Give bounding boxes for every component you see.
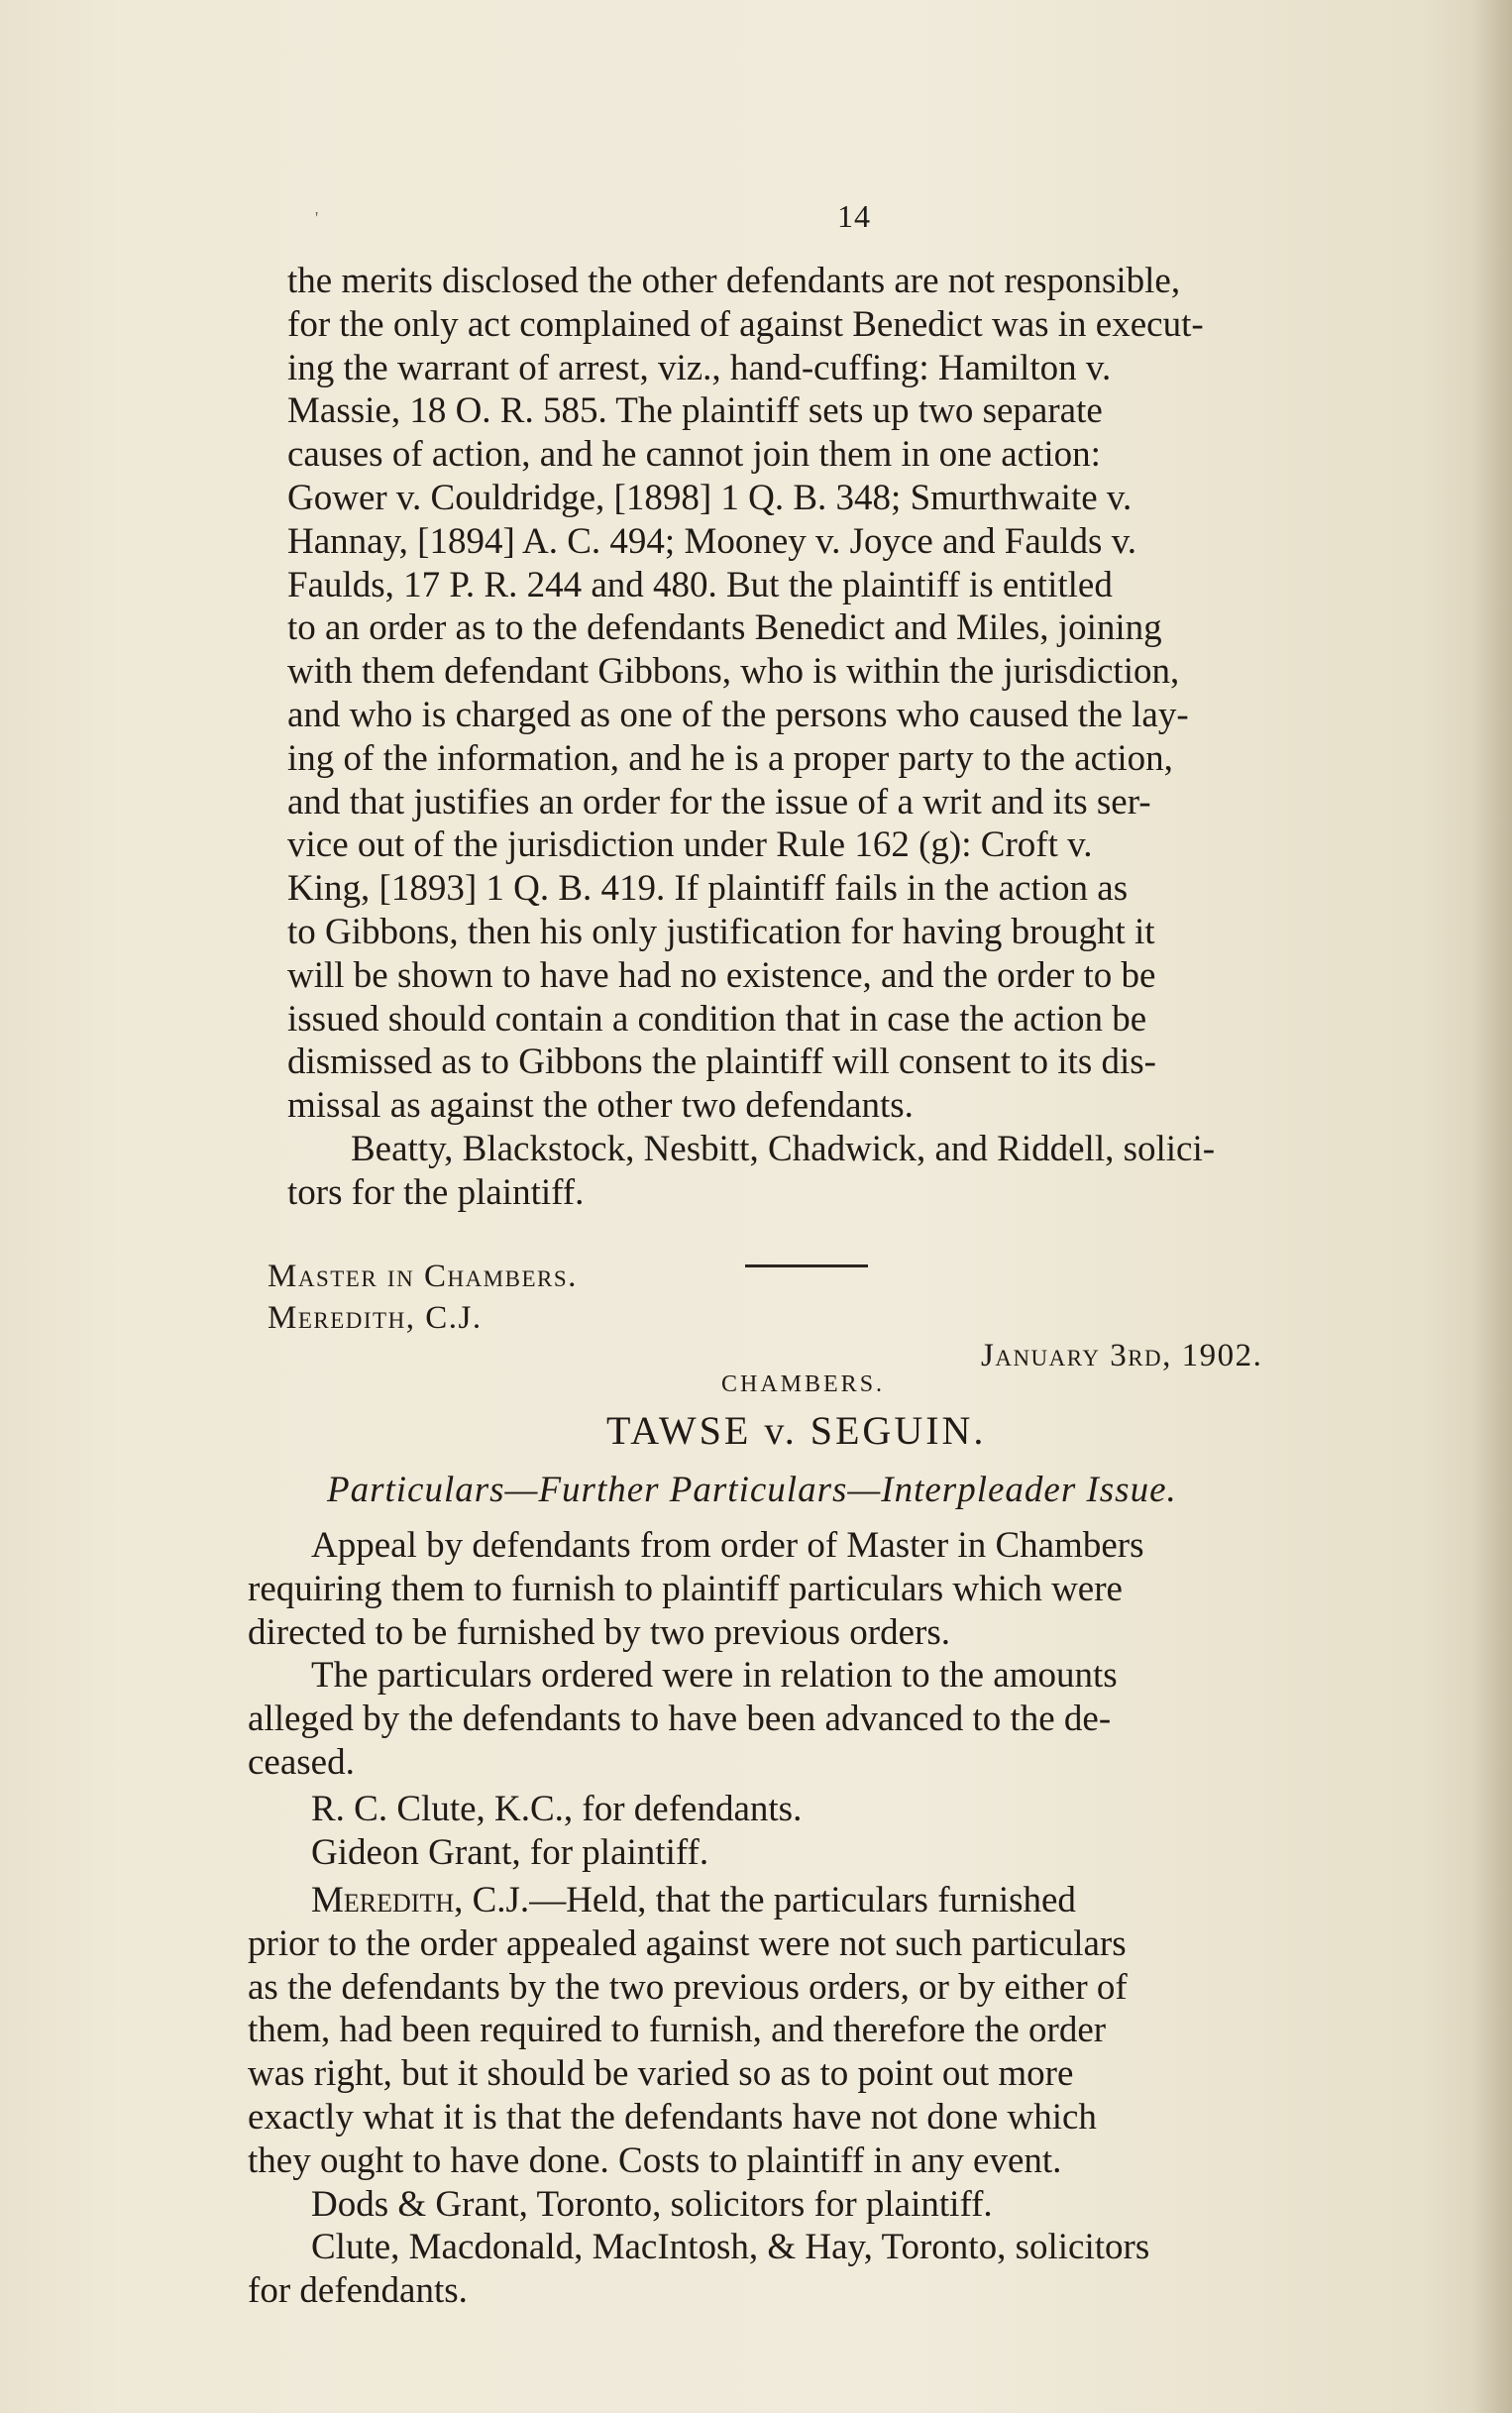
decision-date: January 3rd, 1902. [981, 1338, 1263, 1373]
text-line: requiring them to furnish to plaintiff particulars which were [248, 1568, 1123, 1609]
judgment [248, 1879, 1357, 2313]
text-line: the merits disclosed the other defendants are not responsible, [287, 261, 1181, 301]
judge-line: Meredith, C.J. [268, 1300, 483, 1336]
text-line: to an order as to the defendants Benedict and Miles, joining [287, 607, 1162, 649]
solicitors-line: for defendants. [248, 2270, 468, 2312]
text-line: Hannay, [1894] A. C. 494; Mooney v. Joyce and Faulds v. [287, 520, 1137, 562]
text-line: dismissed as to Gibbons the plaintiff will consent to its dis- [287, 1042, 1156, 1083]
text-line: will be shown to have had no existence, and the order to be [287, 954, 1156, 996]
text-line: and who is charged as one of the persons who caused the lay- [287, 694, 1189, 735]
text-line: as the defendants by the two previous orders, or by either of [248, 1966, 1128, 2008]
text-line: to Gibbons, then his only justification for having brought it [287, 911, 1155, 952]
text-line: vice out of the jurisdiction under Rule 162 (g): Croft v. [287, 824, 1093, 866]
case-statement [248, 1524, 1357, 1785]
headnote: Particulars—Further Particulars—Interpleader Issue. [327, 1470, 1177, 1510]
section-divider [745, 1264, 868, 1267]
solicitors-line: tors for the plaintiff. [287, 1171, 585, 1213]
counsel-list [248, 1788, 1357, 1875]
text-line: directed to be furnished by two previous orders. [248, 1611, 950, 1653]
text-line: and that justifies an order for the issue of a writ and its ser- [287, 781, 1151, 823]
case-title: TAWSE v. SEGUIN. [606, 1408, 987, 1453]
stray-mark: ' [315, 208, 319, 228]
text-line: for the only act complained of against Benedict was in execut- [287, 303, 1204, 345]
text-line: Faulds, 17 P. R. 244 and 480. But the plaintiff is entitled [287, 564, 1113, 605]
text-line: issued should contain a condition that in case the action be [287, 998, 1147, 1040]
text-line: them, had been required to furnish, and therefore the order [248, 2010, 1107, 2051]
solicitors-line: Dods & Grant, Toronto, solicitors for plaintiff. [311, 2183, 993, 2225]
text-line: prior to the order appealed against were not such particulars [248, 1922, 1127, 1964]
court-line: Master in Chambers. [268, 1259, 578, 1294]
opinion-continuation [287, 260, 1397, 1215]
text-line: ing the warrant of arrest, viz., hand-cuffing: Hamilton v. [287, 347, 1112, 388]
page-number: 14 [837, 198, 871, 234]
text-line: exactly what it is that the defendants have not done which [248, 2096, 1097, 2138]
judge-name: Meredith, C.J. [311, 1880, 530, 1920]
judgment-first-line [248, 1879, 1357, 1922]
text-line: ceased. [248, 1741, 355, 1783]
page-edge-shadow [1472, 0, 1512, 2413]
solicitors-line: Clute, Macdonald, MacIntosh, & Hay, Toronto, solicitors [311, 2227, 1150, 2268]
counsel-line: R. C. Clute, K.C., for defendants. [311, 1789, 803, 1829]
text-line: Massie, 18 O. R. 585. The plaintiff sets up two separate [287, 390, 1103, 432]
solicitors-line: Beatty, Blackstock, Nesbitt, Chadwick, and Riddell, solici- [351, 1128, 1216, 1169]
text-line: Appeal by defendants from order of Master in Chambers [311, 1525, 1144, 1566]
venue-label: CHAMBERS. [721, 1371, 886, 1397]
text-line: they ought to have done. Costs to plaintiff in any event. [248, 2139, 1062, 2181]
text-line: ing of the information, and he is a proper party to the action, [287, 737, 1173, 779]
text-line: alleged by the defendants to have been advanced to the de- [248, 1699, 1112, 1740]
held-text: —Held, that the particulars furnished [529, 1880, 1076, 1920]
counsel-line: Gideon Grant, for plaintiff. [311, 1831, 709, 1873]
text-line: causes of action, and he cannot join them in one action: [287, 434, 1101, 476]
text-line: with them defendant Gibbons, who is within the jurisdiction, [287, 651, 1180, 693]
text-line: missal as against the other two defendants. [287, 1085, 914, 1127]
text-line: King, [1893] 1 Q. B. 419. If plaintiff fails in the action as [287, 868, 1129, 910]
text-line: was right, but it should be varied so as to point out more [248, 2053, 1074, 2095]
text-line: The particulars ordered were in relation to the amounts [311, 1655, 1118, 1697]
text-line: Gower v. Couldridge, [1898] 1 Q. B. 348; Smurthwaite v. [287, 477, 1133, 518]
